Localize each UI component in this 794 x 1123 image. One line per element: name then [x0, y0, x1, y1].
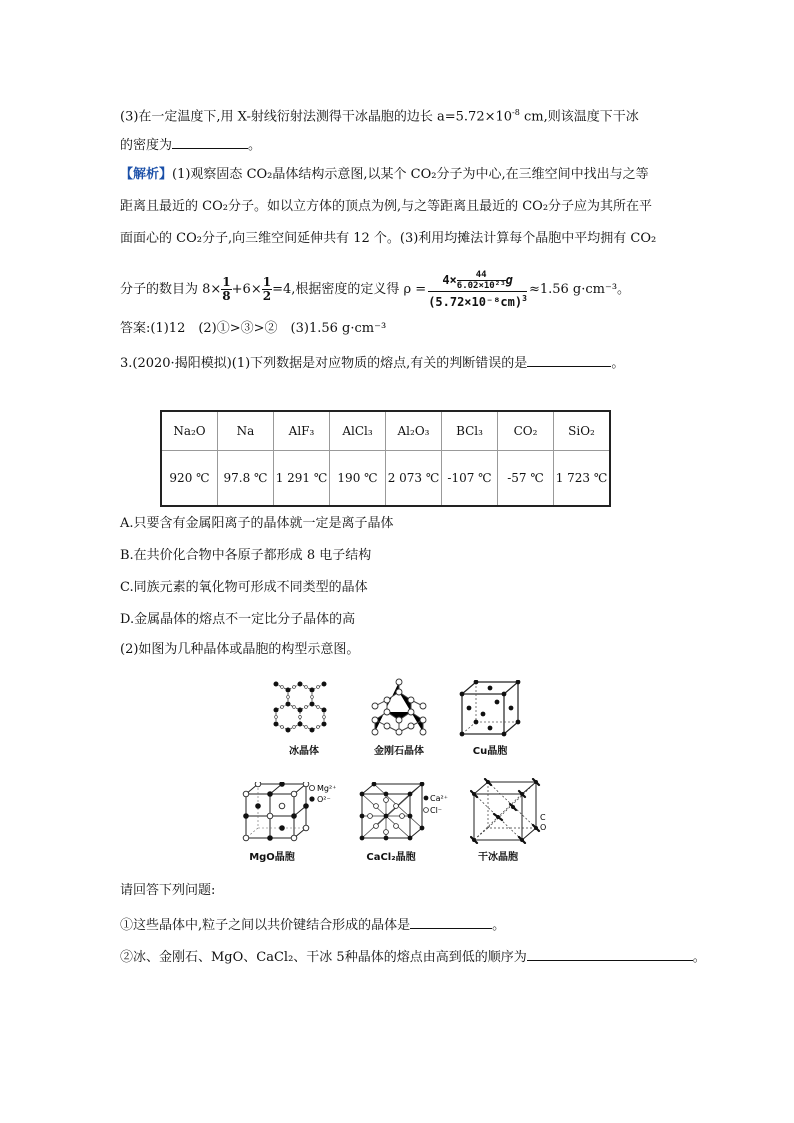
dry-ice-caption: 干冰晶胞 — [478, 852, 518, 863]
table-header: AlCl₃ — [330, 411, 386, 451]
table-header: Na — [218, 411, 274, 451]
table-cell: 1 723 ℃ — [554, 451, 611, 507]
answer-line: 答案:(1)12 (2)①>③>② (3)1.56 g·cm⁻³ — [120, 321, 387, 336]
analysis-line3: 面面心的 CO₂分子,向三维空间延伸共有 12 个。(3)利用均摊法计算每个晶胞中平均拥有 CO₂ — [120, 231, 657, 246]
table-cell: -107 ℃ — [442, 451, 498, 507]
cacl2-cell-figure — [358, 782, 452, 842]
table-cell: 190 ℃ — [330, 451, 386, 507]
analysis-line2: 距离且最近的 CO₂分子。如以立方体的顶点为例,与之等距离且最近的 CO₂分子应为其所在平 — [120, 199, 653, 214]
option-c: C.同族元素的氧化物可形成不同类型的晶体 — [120, 580, 368, 595]
fraction-one-eighth: $\frac{1}{8}$ — [222, 275, 231, 303]
melting-point-table — [160, 410, 611, 507]
mg-ion-label: Mg²⁺ — [317, 784, 337, 793]
cacl2-caption: CaCl₂晶胞 — [366, 852, 416, 863]
ice-caption: 冰晶体 — [289, 746, 319, 757]
table-cell: 97.8 ℃ — [218, 451, 274, 507]
o-ion-label: O²⁻ — [317, 795, 331, 804]
question-3-title: 3.(2020·揭阳模拟)(1)下列数据是对应物质的熔点,有关的判断错误的是 。 — [120, 352, 624, 373]
table-header: Na₂O — [161, 411, 218, 451]
table-cell: 920 ℃ — [161, 451, 218, 507]
question-3-line2: 的密度为 。 — [120, 134, 261, 155]
question-3-line1: (3)在一定温度下,用 X-射线衍射法测得干冰晶胞的边长 $a=5.72\times 10^{-8}$ cm,则该温度下干冰 — [120, 108, 639, 125]
density-formula: 4× $\frac{44}{\text{6.02×10²³}}$ g $(5.72\times 10^{-8}cm)^3$ — [428, 270, 527, 309]
option-b: B.在共价化合物中各原子都形成 8 电子结构 — [120, 548, 372, 563]
answer-blank[interactable] — [527, 352, 611, 367]
table-header-row — [161, 411, 610, 451]
table-cell: -57 ℃ — [498, 451, 554, 507]
table-header: BCl₃ — [442, 411, 498, 451]
table-header: Al₂O₃ — [386, 411, 442, 451]
diamond-crystal-figure — [362, 676, 436, 740]
analysis-line1: 【解析】(1)观察固态 CO₂晶体结构示意图,以某个 CO₂分子为中心,在三维空间中找出与之等 — [120, 167, 649, 182]
answer-blank[interactable] — [410, 914, 492, 929]
answer-blank[interactable] — [527, 946, 693, 961]
ca-ion-label: Ca²⁺ — [430, 794, 448, 803]
fraction-one-half: $\frac{1}{2}$ — [262, 275, 272, 303]
diamond-caption: 金刚石晶体 — [374, 746, 424, 757]
c-atom-label: C — [540, 813, 546, 822]
o-atom-label: O — [540, 823, 547, 832]
cu-cell-figure — [458, 680, 522, 738]
option-d: D.金属晶体的熔点不一定比分子晶体的高 — [120, 612, 356, 627]
answer-blank[interactable] — [172, 134, 248, 149]
cl-ion-label: Cl⁻ — [430, 806, 443, 815]
cu-caption: Cu晶胞 — [472, 746, 508, 757]
table-cell: 2 073 ℃ — [386, 451, 442, 507]
table-cell: 1 291 ℃ — [274, 451, 330, 507]
mgo-cell-figure — [242, 782, 342, 842]
analysis-tag: 【解析】 — [120, 167, 173, 182]
table-row — [161, 451, 610, 507]
question-2: ②冰、金刚石、MgO、CaCl₂、干冰 5种晶体的熔点由高到低的顺序为 。 — [120, 946, 706, 967]
mgo-caption: MgO晶胞 — [249, 852, 295, 863]
questions-intro: 请回答下列问题: — [120, 883, 216, 898]
analysis-line4: 分子的数目为 8× $\frac{1}{8}$ +6× $\frac{1}{2}$ =4,根据密度的定义得 ρ = 4× $\frac{44}{\text{6.02×10²³}}$ g $(5.72\times 10^{-8}cm)^3$ ≈1.56 g·cm⁻³。 — [120, 270, 631, 309]
ice-crystal-figure — [268, 676, 340, 738]
table-header: SiO₂ — [554, 411, 611, 451]
question-1: ①这些晶体中,粒子之间以共价键结合形成的晶体是 。 — [120, 914, 505, 935]
table-header: CO₂ — [498, 411, 554, 451]
table-header: AlF₃ — [274, 411, 330, 451]
part-2-intro: (2)如图为几种晶体或晶胞的构型示意图。 — [120, 642, 360, 657]
dry-ice-cell-figure — [470, 778, 550, 844]
option-a: A.只要含有金属阳离子的晶体就一定是离子晶体 — [120, 516, 394, 531]
